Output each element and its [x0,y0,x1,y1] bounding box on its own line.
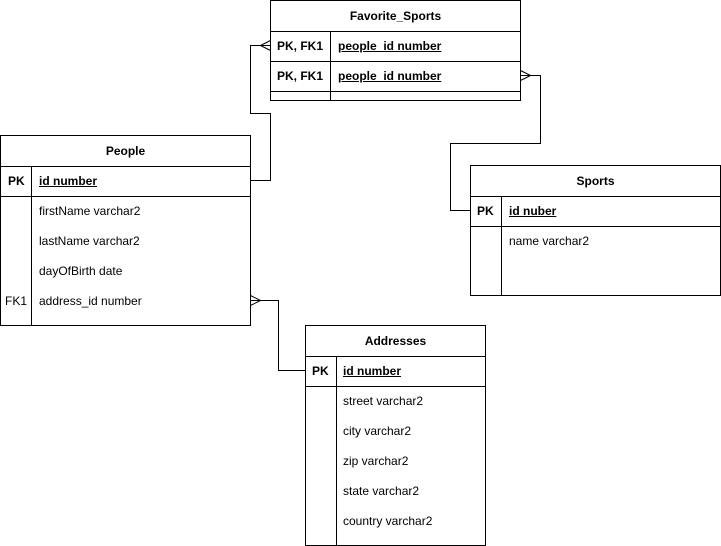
table-row [471,226,720,256]
table-row [1,196,250,226]
field-label: state varchar2 [343,484,420,498]
entity-title: People [105,144,146,158]
field-label: id number [343,364,402,378]
table-row [306,386,485,416]
table-row [1,286,250,316]
field-label: people_id number [338,69,442,83]
table-row [306,416,485,446]
table-row [271,61,520,91]
key-label: PK, FK1 [277,39,324,53]
key-label: PK, FK1 [277,69,324,83]
entity-people[interactable] [0,135,251,326]
divider [271,91,520,92]
entity-title: Addresses [364,334,427,348]
key-column-divider [330,31,331,100]
connector-people-favorite-sports [251,41,271,181]
field-label: zip varchar2 [343,454,409,468]
entity-addresses[interactable] [305,325,486,546]
pk-row [471,196,720,226]
key-label: PK [477,204,494,218]
field-label: address_id number [39,294,142,308]
key-label: PK [312,364,329,378]
field-label: street varchar2 [343,394,424,408]
key-label: FK1 [5,294,28,308]
pk-row [306,356,485,386]
field-label: id number [39,174,98,188]
table-row [306,476,485,506]
field-label: id nuber [509,204,557,218]
entity-favorite-sports[interactable] [270,0,521,101]
table-row [271,31,520,61]
table-row [1,256,250,286]
pk-row [1,166,250,196]
table-row [306,506,485,536]
entity-title: Favorite_Sports [349,9,442,23]
field-label: country varchar2 [343,514,433,528]
key-column-divider [336,356,337,545]
key-label: PK [8,174,25,188]
key-column-divider [31,166,32,325]
key-column-divider [501,196,502,295]
table-row [306,446,485,476]
connector-addresses-people [251,296,306,371]
table-row [1,226,250,256]
field-label: dayOfBirth date [39,264,123,278]
field-label: firstName varchar2 [39,204,141,218]
field-label: city varchar2 [343,424,412,438]
field-label: name varchar2 [509,234,590,248]
field-label: lastName varchar2 [39,234,140,248]
entity-title: Sports [576,174,615,188]
entity-sports[interactable] [470,165,721,296]
field-label: people_id number [338,39,442,53]
